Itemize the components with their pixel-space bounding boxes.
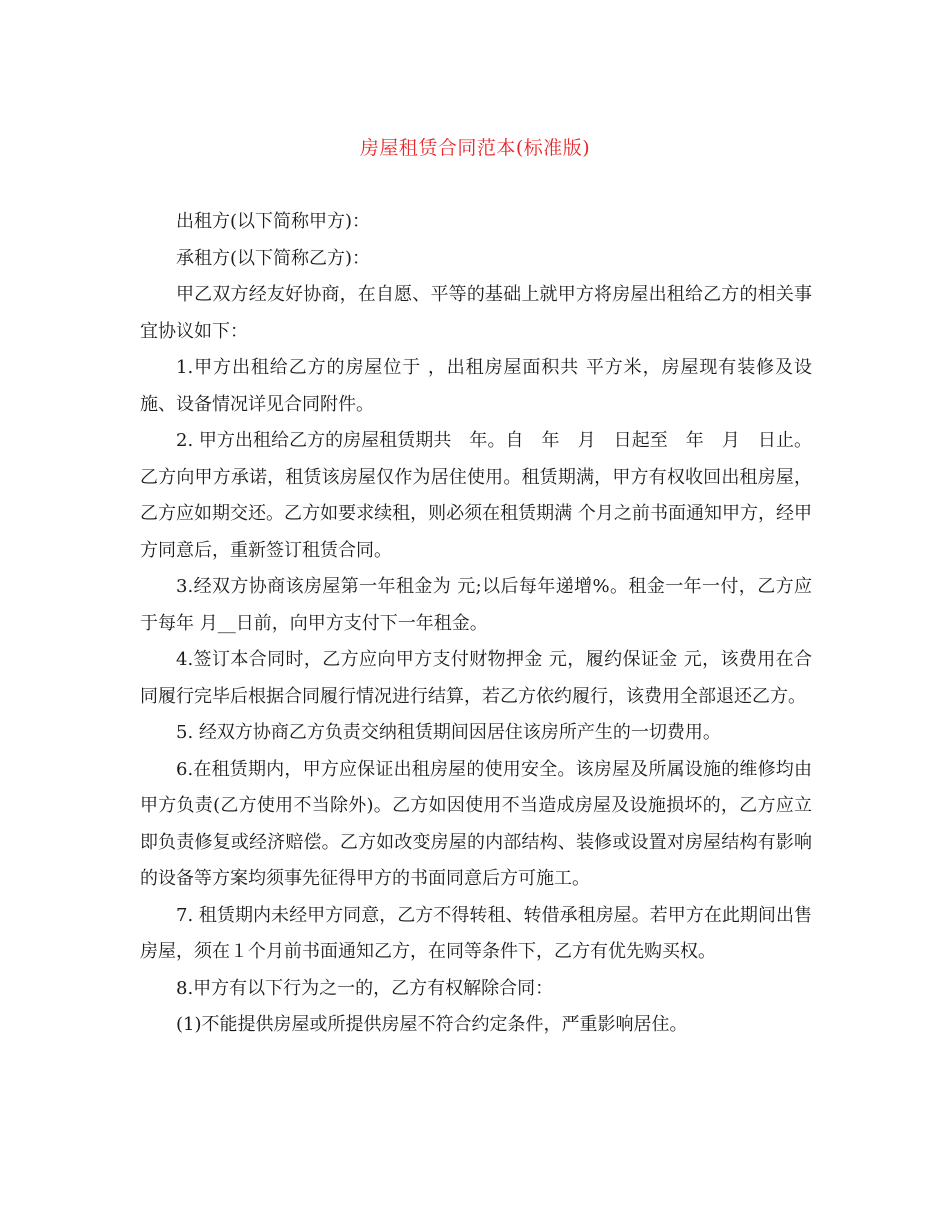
paragraph-lessor: 出租方(以下简称甲方)： [176,211,371,232]
clause-5: 5. 经双方协商乙方负责交纳租赁期间因居住该房所产生的一切费用。 [176,722,721,743]
paragraph-lessee: 承租方(以下简称乙方)： [176,247,371,269]
clause-6: 6.在租赁期内，甲方应保证出租房屋的使用安全。该房屋及所属设施的维修均由甲方负责(乙方使用不当除外)。乙方如因使用不当造成房屋及设施损坏的，乙方应立即负责修复或经济赔偿。乙方如改变房屋的内部结构、装修或设置对房屋结构有影响的设备等方案均须事先征得甲方的书面同意后方可施工。 [140,758,812,889]
clause-3: 3.经双方协商该房屋第一年租金为 元;以后每年递增%。租金一年一付，乙方应于每年 月__日前，向甲方支付下一年租金。 [140,576,812,634]
clause-8: 8.甲方有以下行为之一的，乙方有权解除合同： [176,977,554,999]
clause-2: 2. 甲方出租给乙方的房屋租赁期共 年。自 年 月 日起至 年 月 日止。乙方向甲方承诺，租赁该房屋仅作为居住使用。租赁期满，甲方有权收回出租房屋，乙方应如期交还。乙方如要求续租，则必须在租赁期满 个月之前书面通知甲方，经甲方同意后，重新签订租赁合同。 [140,430,812,561]
clause-8-item-1: (1)不能提供房屋或所提供房屋不符合约定条件，严重影响居住。 [176,1014,688,1035]
paragraph-preamble: 甲乙双方经友好协商，在自愿、平等的基础上就甲方将房屋出租给乙方的相关事宜协议如下： [140,284,812,342]
document-body [140,204,812,1044]
clause-1: 1.甲方出租给乙方的房屋位于 ，出租房屋面积共 平方米，房屋现有装修及设施、设备情况详见合同附件。 [140,357,812,415]
clause-7: 7. 租赁期内未经甲方同意，乙方不得转租、转借承租房屋。若甲方在此期间出售房屋，须在１个月前书面通知乙方，在同等条件下，乙方有优先购买权。 [140,904,812,962]
clause-4: 4.签订本合同时，乙方应向甲方支付财物押金 元，履约保证金 元，该费用在合同履行完毕后根据合同履行情况进行结算，若乙方依约履行，该费用全部退还乙方。 [140,649,812,707]
document-title: 房屋租赁合同范本(标准版) [359,137,591,159]
